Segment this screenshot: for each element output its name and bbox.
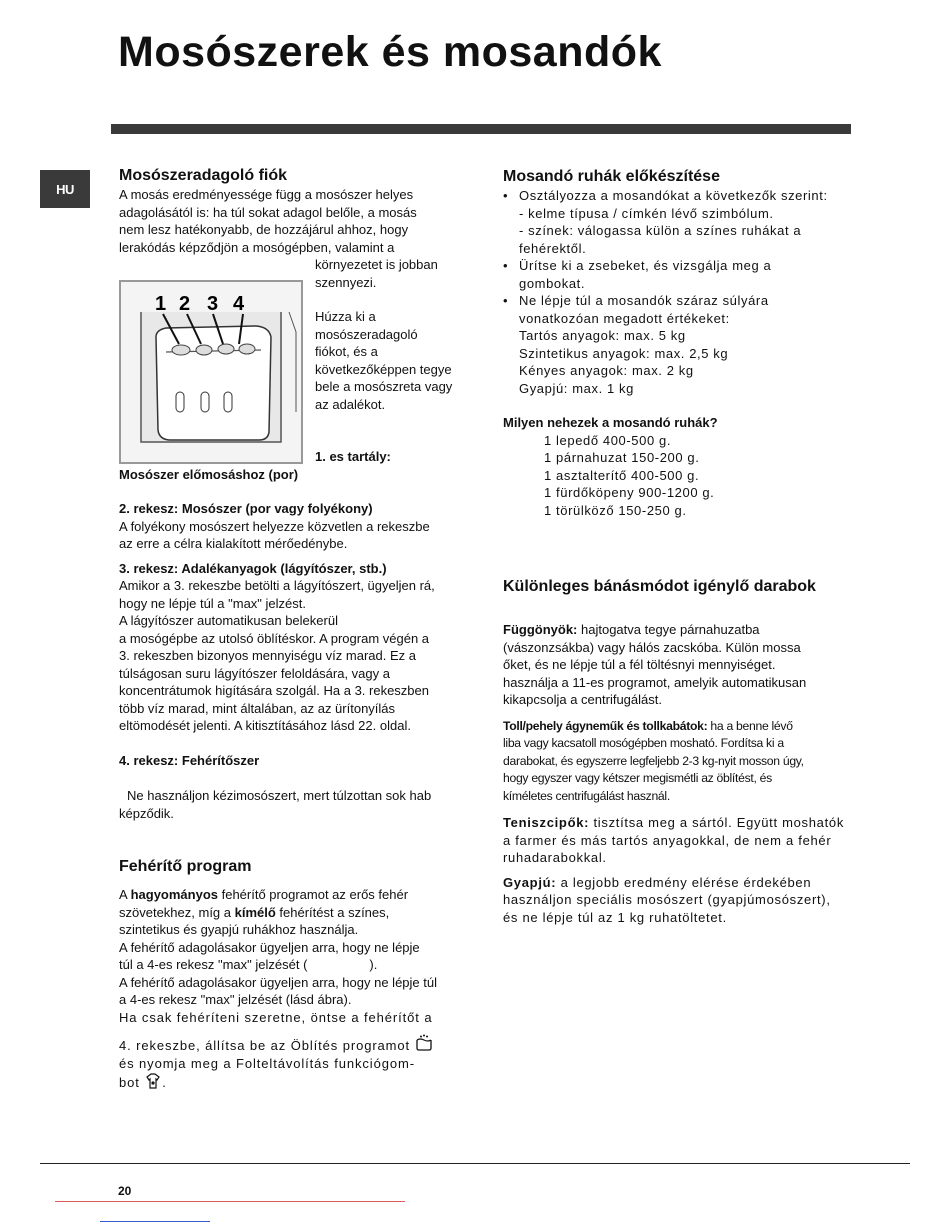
- language-tab: HU: [40, 170, 90, 208]
- dispenser-drawer-figure: [119, 280, 303, 464]
- stain-removal-icon: [144, 1072, 162, 1090]
- paragraph-line: hogy egyszer vagy kétszer megismétli az öblítést, és: [503, 771, 772, 785]
- paragraph-line: a mosógépbe az utolsó öblítéskor. A program végén a: [119, 630, 430, 646]
- prepare-laundry-section: [503, 167, 848, 519]
- paragraph-line: 3. rekeszben bizonyos mennyiségu víz marad. Ez a: [119, 648, 416, 663]
- page-title: Mosószerek és mosandók: [118, 28, 662, 76]
- paragraph-line: [119, 1072, 464, 1092]
- paragraph-line: szennyezi.: [315, 274, 377, 290]
- weights-heading: Milyen nehezek a mosandó ruhák?: [503, 415, 718, 430]
- weight-item: 1 törülköző 150-250 g.: [544, 502, 687, 518]
- paragraph-line: [119, 886, 464, 904]
- paragraph-line: [119, 1034, 464, 1055]
- paragraph-line: képződik.: [119, 805, 174, 821]
- paragraph-line: következőképpen tegye: [315, 361, 452, 377]
- dispenser-side-text: [315, 256, 465, 413]
- sub-item: fehérektől.: [519, 240, 587, 256]
- dispenser-heading: Mosószeradagoló fiók: [119, 167, 288, 184]
- prepare-laundry-heading: Mosandó ruhák előkészítése: [503, 168, 720, 185]
- paragraph-line: kíméletes centrifugálást használ.: [503, 788, 670, 803]
- sub-item: - színek: válogassa külön a színes ruhákat a: [519, 223, 802, 238]
- text-run: .: [162, 1075, 167, 1090]
- dispenser-drawer-illustration: [121, 282, 301, 462]
- text-run-bold: hagyományos: [130, 887, 218, 902]
- paragraph-line: az adalékot.: [315, 396, 386, 412]
- text-run-bold: Függönyök:: [503, 622, 578, 637]
- paragraph-line: [503, 621, 853, 639]
- figure-label: 1: [155, 293, 167, 315]
- paragraph-line: [119, 904, 464, 922]
- footer-accent-line: [55, 1201, 405, 1202]
- paragraph-line: használja a 11-es programot, amelyik automatikusan: [503, 674, 807, 690]
- special-care-section: [503, 577, 853, 926]
- weight-item: 1 lepedő 400-500 g.: [544, 432, 672, 448]
- text-run: ).: [369, 957, 378, 972]
- paragraph-line: A fehérítő adagolásakor ügyeljen arra, hogy ne lépje: [119, 939, 420, 955]
- text-run: túl a 4-es rekesz "max" jelzését (: [119, 957, 308, 972]
- paragraph-line: nem lesz hatékonyabb, de hozzájárul ahhoz, hogy: [119, 222, 409, 237]
- sub-item: Kényes anyagok: max. 2 kg: [519, 363, 694, 378]
- page-number: 20: [118, 1184, 132, 1198]
- text-run: a legjobb eredmény elérése érdekében: [556, 874, 812, 890]
- paragraph-line: a 4-es rekesz "max" jelzését (lásd ábra).: [119, 992, 352, 1007]
- text-run: ha a benne lévő: [707, 718, 793, 733]
- paragraph-line: ruhadarabokkal.: [503, 850, 607, 865]
- paragraph-line: és nyomja meg a Folteltávolítás funkciógom-: [119, 1055, 415, 1071]
- text-run-bold: Toll/pehely ágyneműk és tollkabátok:: [503, 718, 708, 733]
- paragraph-line: A folyékony mosószert helyezze közvetlen a rekeszbe: [119, 518, 430, 534]
- paragraph-line: és ne lépje túl az 1 kg ruhatöltetet.: [503, 909, 727, 925]
- compartment-1-label: 1. es tartály:: [315, 449, 391, 464]
- paragraph-line: A fehérítő adagolásakor ügyeljen arra, hogy ne lépje túl: [119, 974, 437, 990]
- compartments-section: [119, 448, 464, 822]
- paragraph-line: Ne használjon kézimosószert, mert túlzottan sok hab: [127, 788, 432, 803]
- paragraph-line: koncentrátumok higítására szolgál. Ha a 3. rekeszben: [119, 683, 430, 698]
- paragraph-line: darabokat, és egyszerre legfeljebb 2-3 kg-nyit mosson úgy,: [503, 753, 804, 768]
- paragraph-line: Ha csak fehéríteni szeretne, öntse a fehérítőt a: [119, 1009, 433, 1025]
- paragraph-line: [503, 718, 853, 736]
- text-run: fehérítő programot az erős fehér: [218, 887, 409, 902]
- paragraph-line: kikapcsolja a centrifugálást.: [503, 692, 662, 707]
- compartment-1-desc: Mosószer előmosáshoz (por): [119, 466, 299, 482]
- text-run: A: [119, 887, 131, 902]
- paragraph-line: fiókot, és a: [315, 344, 378, 359]
- compartment-4-heading: 4. rekesz: Fehérítőszer: [119, 752, 260, 768]
- text-run: 4. rekeszbe, állítsa be az Öblítés programot: [119, 1038, 411, 1053]
- text-run: tisztítsa meg a sártól. Együtt moshatók: [589, 815, 845, 830]
- paragraph-line: eltömodését jelenti. A kitisztításához lásd 22. oldal.: [119, 718, 411, 733]
- bleach-heading: Fehérítő program: [119, 858, 252, 875]
- paragraph-line: őket, és ne lépje túl a fél töltésnyi mennyiséget.: [503, 657, 776, 672]
- text-run: bot: [119, 1075, 140, 1090]
- sub-item: Gyapjú: max. 1 kg: [519, 380, 634, 396]
- sub-item: vonatkozóan megadott értékeket:: [519, 310, 730, 326]
- paragraph-line: [119, 956, 464, 974]
- text-run-bold: Teniszcipők:: [503, 815, 590, 830]
- compartment-3-heading: 3. rekesz: Adalékanyagok (lágyítószer, stb.): [119, 560, 387, 576]
- rinse-program-icon: [415, 1034, 433, 1052]
- bleach-section: [119, 857, 464, 1092]
- text-run: fehérítést a színes,: [275, 904, 390, 920]
- paragraph-line: Amikor a 3. rekeszbe betölti a lágyítószert, ügyeljen rá,: [119, 578, 435, 593]
- text-run-bold: Gyapjú:: [503, 874, 557, 890]
- paragraph-line: az erre a célra kialakított mérőedénybe.: [119, 536, 348, 551]
- paragraph-line: [503, 874, 853, 892]
- text-run: hajtogatva tegye párnahuzatba: [577, 622, 760, 637]
- paragraph-line: környezetet is jobban: [315, 257, 438, 272]
- special-care-heading: Különleges bánásmódot igénylő darabok: [503, 578, 816, 595]
- paragraph-line: adagolásától is: ha túl sokat adagol belőle, a mosás: [119, 204, 417, 220]
- weight-item: 1 párnahuzat 150-200 g.: [544, 450, 700, 465]
- bullet-item: • Ne lépje túl a mosandók száraz súlyára: [503, 292, 848, 310]
- figure-label: 2: [179, 293, 191, 315]
- figure-label: 3: [207, 293, 219, 315]
- paragraph-line: [503, 814, 853, 832]
- paragraph-line: szintetikus és gyapjú ruhákhoz használja.: [119, 922, 359, 937]
- weight-item: 1 asztalterítő 400-500 g.: [544, 467, 700, 483]
- paragraph-line: lerakódás képződjön a mosógépben, valamint a: [119, 239, 395, 255]
- paragraph-line: A mosás eredményessége függ a mosószer helyes: [119, 187, 414, 202]
- paragraph-line: hogy ne lépje túl a "max" jelzést.: [119, 595, 306, 611]
- dispenser-section: [119, 166, 464, 256]
- paragraph-line: (vászonzsákba) vagy hálós zacskóba. Külön mossa: [503, 639, 801, 655]
- header-rule: [111, 124, 851, 134]
- compartment-2-heading: 2. rekesz: Mosószer (por vagy folyékony): [119, 501, 373, 516]
- weight-item: 1 fürdőköpeny 900-1200 g.: [544, 485, 715, 500]
- paragraph-line: használjon speciális mosószert (gyapjúmosószert),: [503, 892, 831, 907]
- paragraph-line: túlságosan suru lágyítószer feloldására, vagy a: [119, 665, 390, 681]
- paragraph-line: liba vagy kacsatoll mosógépben mosható. Fordítsa ki a: [503, 736, 784, 750]
- paragraph-line: mosószeradagoló: [315, 326, 418, 342]
- footer-link-underline: [100, 1221, 210, 1222]
- paragraph-line: a farmer és más tartós anyagokkal, de nem a fehér: [503, 832, 832, 848]
- sub-item: Tartós anyagok: max. 5 kg: [519, 328, 686, 343]
- sub-item: gombokat.: [519, 275, 586, 291]
- paragraph-line: bele a mosószreta vagy: [315, 379, 453, 394]
- bullet-item: • Osztályozza a mosandókat a következők szerint:: [503, 187, 848, 205]
- paragraph-line: Húzza ki a: [315, 309, 376, 324]
- footer-rule: [40, 1163, 910, 1164]
- text-run: szövetekhez, míg a: [119, 904, 235, 920]
- paragraph-line: A lágyítószer automatikusan belekerül: [119, 613, 338, 628]
- sub-item: - kelme típusa / címkén lévő szimbólum.: [519, 205, 774, 221]
- bullet-item: • Ürítse ki a zsebeket, és vizsgálja meg a: [503, 257, 848, 275]
- sub-item: Szintetikus anyagok: max. 2,5 kg: [519, 345, 729, 361]
- paragraph-line: több víz marad, mint általában, az az ürítonyílás: [119, 700, 396, 716]
- figure-label: 4: [233, 293, 245, 315]
- text-run-bold: kímélő: [234, 904, 276, 920]
